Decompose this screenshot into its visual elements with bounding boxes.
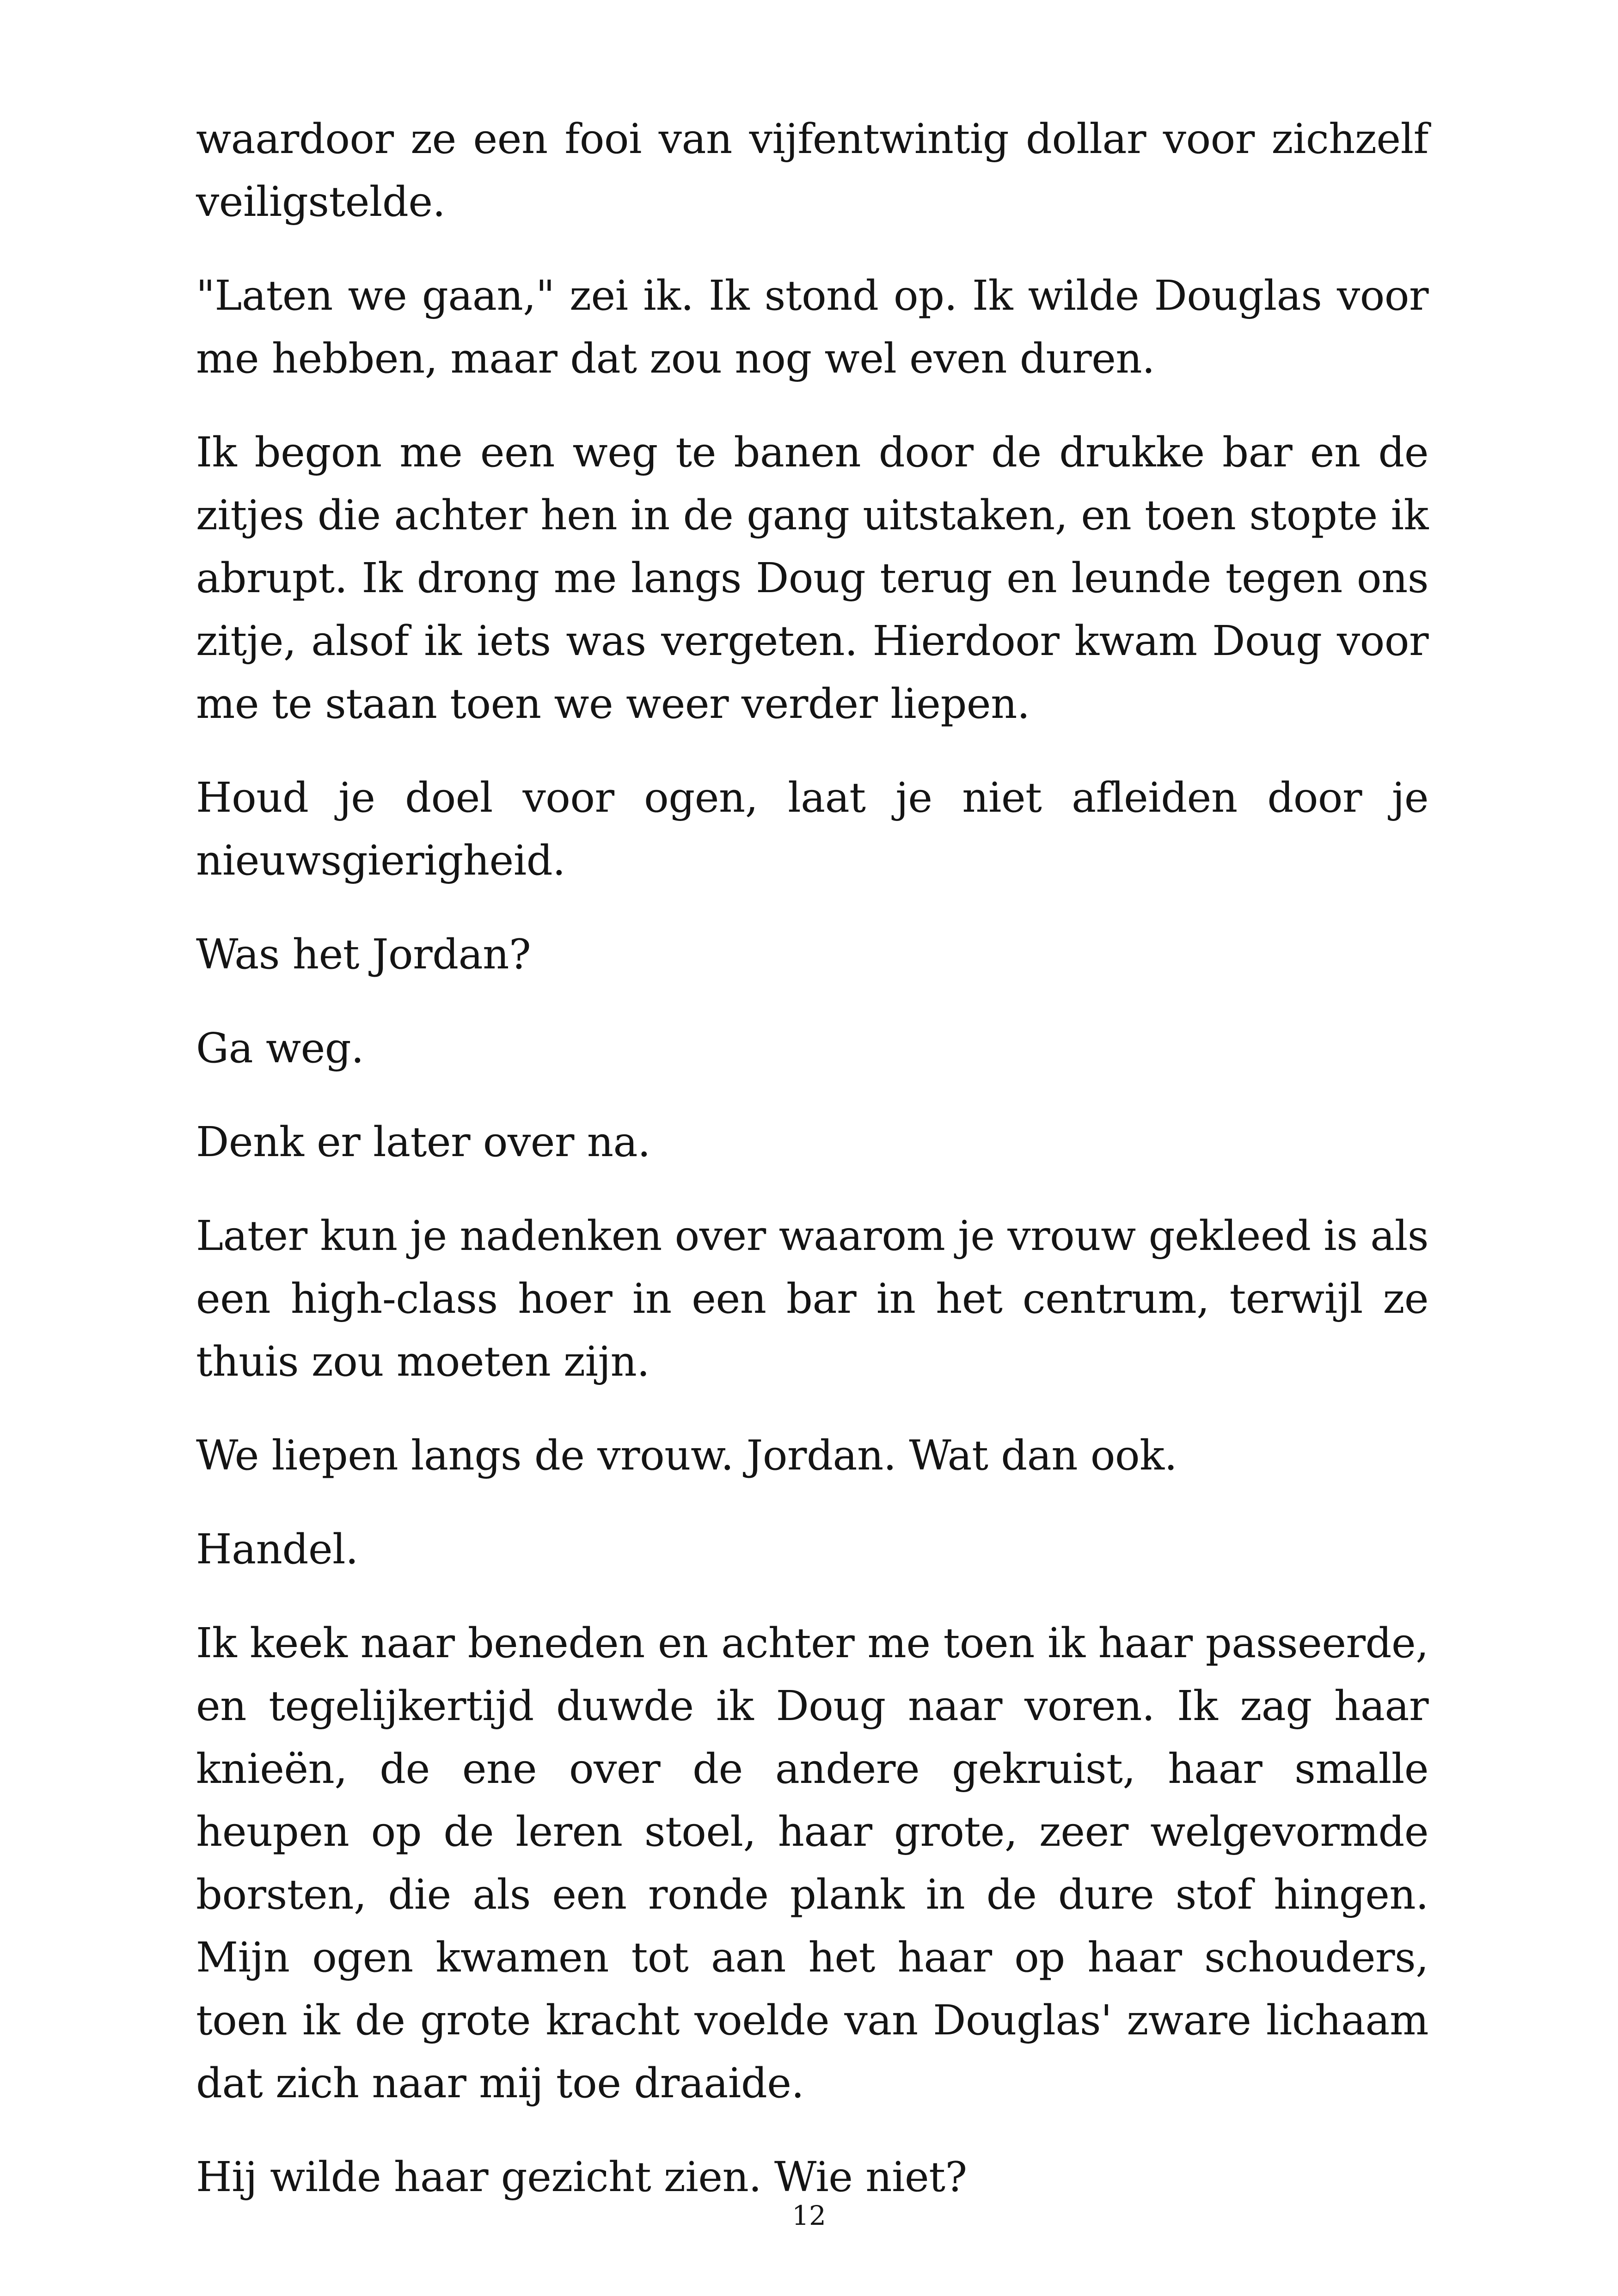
paragraph: Hij wilde haar gezicht zien. Wie niet? [196,2153,967,2201]
paragraph: "Laten we gaan," zei ik. Ik stond op. Ik wilde Douglas voor me hebben, maar dat zou nog wel even duren. [196,271,1428,382]
body-text [196,107,1428,2239]
paragraph: Houd je doel voor ogen, laat je niet afleiden door je nieuwsgierigheid. [196,773,1428,884]
paragraph: waardoor ze een fooi van vijfentwintig dollar voor zichzelf veiligstelde. [196,115,1428,226]
paragraph: We liepen langs de vrouw. Jordan. Wat dan ook. [196,1431,1177,1479]
paragraph: Denk er later over na. [196,1118,650,1166]
paragraph: Handel. [196,1525,358,1573]
paragraph: Ik keek naar beneden en achter me toen ik haar passeerde, en tegelijkertijd duwde ik Doug naar voren. Ik zag haar knieën, de ene over de andere gekruist, haar smalle heupen op de leren stoel, haar grote, zeer welgevormde borsten, die als een ronde plank in de dure stof hingen. Mijn ogen kwamen tot aan het haar op haar schouders, toen ik de grote kracht voelde van Douglas' zware lichaam dat zich naar mij toe draaide. [196,1619,1428,2107]
paragraph: Later kun je nadenken over waarom je vrouw gekleed is als een high-class hoer in een bar in het centrum, terwijl ze thuis zou moeten zijn. [196,1212,1428,1385]
paragraph: Was het Jordan? [196,930,531,978]
paragraph: Ga weg. [196,1024,364,1072]
page-number: 12 [792,2200,826,2231]
paragraph: Ik begon me een weg te banen door de drukke bar en de zitjes die achter hen in de gang uitstaken, en toen stopte ik abrupt. Ik drong me langs Doug terug en leunde tegen ons zitje, alsof ik iets was vergeten. Hierdoor kwam Doug voor me te staan toen we weer verder liepen. [196,428,1428,728]
